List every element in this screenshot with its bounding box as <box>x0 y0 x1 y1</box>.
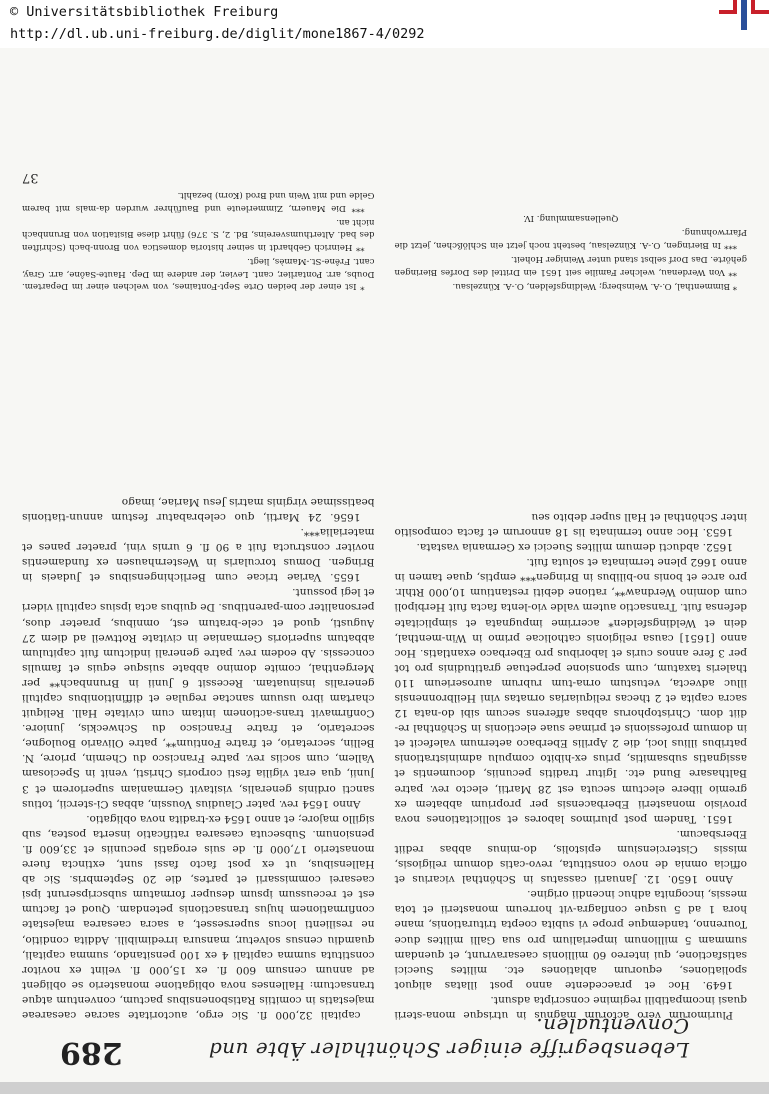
paragraph: 1649. Hoc et praecedente anno post illatas aliquot spoliationes, equorum ablationes etc. milites Suecici satisfactione, qui intereo 60 millionis caesaravrunt, et quendam summam 5 millionum imperialium pro sua Galli milites duce Tourenno, tandemque prope vi subita coepta triturationis, mane hora 1 ad 5 usque conflagra-vit horreum monasterii et tota messis, incognita adhuc incendii origine. <box>394 888 747 991</box>
footnote: ** Heinrich Gebhardt in seiner historia domestica von Bronn-bach (Schriften des bad. Alterthumsvereins, Bd. 2, S. 376) führt diese Bisitation von Brunnbach nicht an. <box>22 216 375 252</box>
source-url[interactable]: http://dl.ub.uni-freiburg.de/diglit/mone1867-4/0292 <box>10 26 425 42</box>
page-number: 289 <box>60 1035 123 1070</box>
body-columns <box>22 302 747 1022</box>
paragraph: 1656. 24 Martii, quo celebrabatur festum annun-tiationis beatissimae virginis matris Jesu Mariae, imago <box>22 495 375 523</box>
signature-number: 37 <box>22 169 39 185</box>
copyright-notice: © Universitätsbibliothek Freiburg <box>10 4 279 20</box>
paragraph: 1653. Hoc anno terminata lis 18 annorum et facta compositio inter Schönthal et Hall super debito seu <box>394 510 747 538</box>
paragraph: Anno 1654 rev. pater Claudius Voussin, abbas Ci-stercii, totius sancti ordinis generalis, visitavit Germaniam superiorem et 3 Junii, qua erat vigilia festi corporis Christi, venit in Speciosam Vallem, cum sociis rev. patre Francisco du Chemin, priore, N. Bellin, secretario, et fratre Fontium**, patre Olivario Boulogne, secretario, et fratre Francisco du Schweckis, juniore. Confirmavit trans-actionem initam cum civitate Hall. Reliquit chartam ibro usuum sanctae regulae et diffinitionibus capituli generalis insinuatam. Recessit 6 Junii in Brunnbach** per Mergenthal, comite domino abbate suisque equis et famulis concessis. Ab eodem rev. patre generali indictum fuit capitulum abbatum superioris Germaniae in civitate Rottweil ad diem 27 Augusti, quod et cele-bratum est, omnibus, praeter duos, personaliter com-parentibus. De quibus acta ipsius capituli videri et legi possunt. <box>22 586 375 810</box>
footnote: *** Die Mauern, Zimmerleute und Bauführer wurden da-mals mit barem Gelde und mit Wein und Brod (Korn) bezahlt. <box>22 190 375 213</box>
paragraph: 1652. abducti demum milites Suecici ex Germania vastata. <box>416 541 733 554</box>
footnotes-left <box>395 92 748 292</box>
watermark-bar <box>0 0 769 48</box>
paragraph: 1655. Variae tricae cum Berlichingensibus et Judaeis in Bringen. Domus torcularis in Westernhausen ex fundamentis noviter constructa fuit a 90 fl. 6 urnis vini, praeter panes et materialia***. <box>22 526 375 584</box>
viewer-bottom-band <box>0 1082 769 1094</box>
paragraph: Anno 1650. 12. Januarii cassatus in Schönthal vicarius et officia omnia de novo constituta, revo-catis domum religiosis, missis Cisterciensium epistolis, do-minus abbas rediit Ebersbacum. <box>394 827 747 886</box>
library-logo-icon <box>719 0 769 30</box>
footnotes-right <box>22 92 375 292</box>
right-column <box>22 302 375 1022</box>
footnote: *** In Bieringen, O.-A. Künzelsau, besteht noch jetzt ein Schlößchen, jetzt die Pfarrwohnung. <box>394 227 747 250</box>
paragraph: capitali 32,000 fl. Sic ergo, auctoritate sacrae caesareae majestatis in comitiis Ratisbonensibus pactum, conventum atque transactum: Hallenses nova obligatione monasterio se obligent ad annum censum 600 fl. ex 15,000 fl. velint ex novitor constituta summa capitali 4 ex 100 pensitando, summa capitali, quamdiu census solvetur, mansura irredimibili. Addita conditio, ne resilienti locus supersesset, a sacra caesarea majestate confirmationem hujus transactionis petendam. Quod et factum est et receussum ipsum desuper formatum subscripserunt ipsi caesarei commissarii et partes, die 20 Septembris. Sic ab Hallensibus, ut ex post facto fassi sunt, extincta fuere monasterio 17,000 fl. de suis erogatis pecuniis et 33,600 fl. pensionum. Subsecuta caesarea ratificatio inserta postea, sub sigillo majore; et anno 1654 ex-tradita nova obligatio. <box>22 812 375 1021</box>
paragraph: Plurimorum vero actorum magnus in utrisque mona-sterii quasi incompatibili regimine conscripta adsunt. <box>394 993 747 1021</box>
scanned-page <box>0 48 769 1082</box>
footnote: ** Von Werdenau, welcher Familie seit 1651 ein Drittel des Dorfes Bieringen gehörte. Das Dorf selbst stand unter Weiniger Hoheit. <box>394 254 747 277</box>
footnote: * Bimmenthal, O.-A. Weinsberg; Weldingsfelden, O.-A. Künzelsau. <box>452 281 737 291</box>
running-title: Lebensbegriffe einiger Schönthaler Äbte und Conventualen. <box>208 1014 689 1062</box>
footnote-source: Quellensammlung. IV. <box>523 212 619 223</box>
running-head <box>60 1014 714 1070</box>
paragraph: 1651. Tandem post plurimos labores et sollicitationes nova provisio monasterii Eberbacensis per proprium abbatem ex gremio libere electum secuta est 28 Martii, electo rev. patre Balthasare Bund etc. Igitur traditis pecuniis, documentis et assignatis subsamitis, prius ex-hibito compulu administrationis patribus illius loci, die 2 Aprilis Eberbaco aeternum valefecit et in domum professionis et primae suae electionis in Schönthal re-diit dom. Christophorus abbas afferens secum sibi do-nata 12 sacra capita et 2 thecas reliquiarias ornatas vini Heilbronnensis illuc advecta, vetustum orna-tum rubrum auroserieum 110 thaleris taxatum, cum sponsione perpetuae gratitudinis pro tot per 3 fere annos curis et laboribus pro Eberbaco exantlatis. Hoc anno [1651] causa religionis catholicae primo in Win-menthal, dein et Weldingsfelden* acerrime impugnata et simplicitate defensa fuit. Transactio autem valde vio-lenta facta fuit Herbipoli cum domino Werdnaw**, ratione debiti restantium 10,000 Rthlr. pro arce et bonis no-bilibus in Bringen*** emptis, quae tamen in anno 1662 plene terminata et soluta fuit. <box>394 556 747 825</box>
footnote: * Ist einer der beiden Orte Sept-Fontaines, von welchen einer im Departem. Doubs, arr. Pontarlier, cant. Levier, der andere im Dep. Haute-Saône, arr. Gray, cant. Frêne-St.-Mamès, liegt. <box>22 256 375 291</box>
left-column <box>395 302 748 1022</box>
footnotes <box>22 92 747 292</box>
